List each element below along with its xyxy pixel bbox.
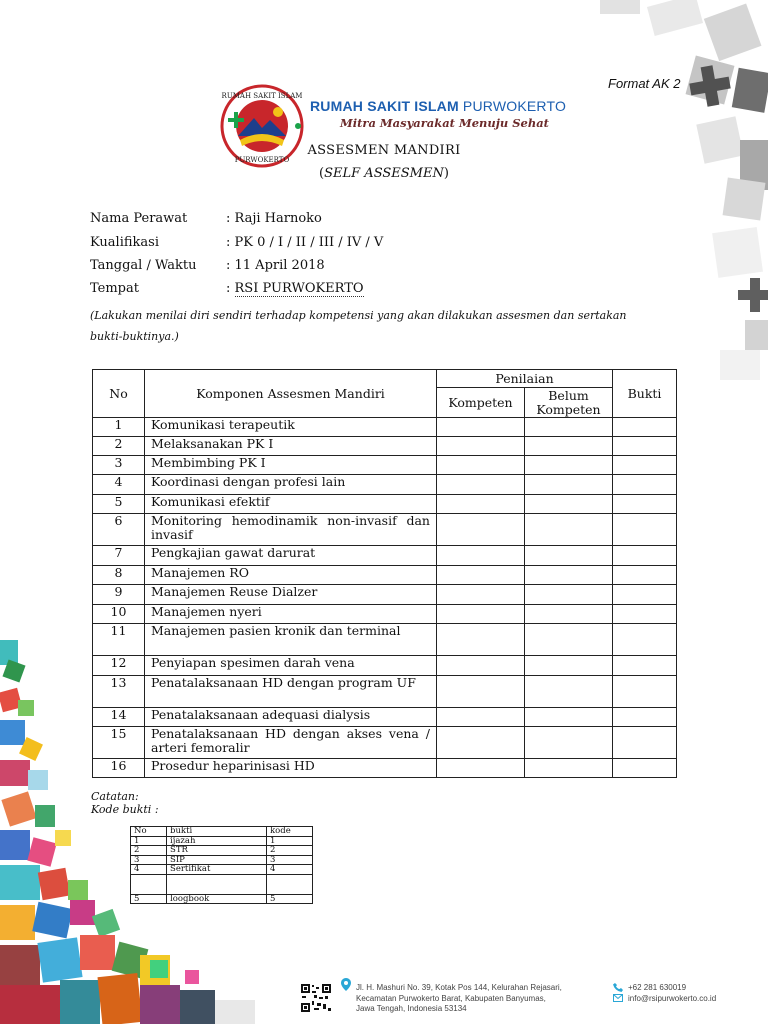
cell-kompeten[interactable]	[437, 456, 525, 475]
kode-row	[131, 836, 313, 846]
cell-bukti[interactable]	[613, 759, 677, 778]
info-kualifikasi	[90, 235, 383, 250]
info-nama-perawat	[90, 211, 322, 226]
svg-text:PURWOKERTO: PURWOKERTO	[234, 156, 290, 164]
cell-bukti[interactable]	[613, 566, 677, 585]
kode-cell: 1	[267, 836, 313, 846]
cell-bukti[interactable]	[613, 656, 677, 676]
header-bukti: Bukti	[613, 370, 677, 418]
table-row	[93, 708, 677, 727]
info-label: Kualifikasi	[90, 235, 159, 250]
kode-cell: 3	[131, 855, 167, 865]
cell-belum-kompeten[interactable]	[525, 514, 613, 546]
table-row	[93, 624, 677, 656]
row-component: Koordinasi dengan profesi lain	[145, 475, 437, 495]
row-component: Monitoring hemodinamik non-invasif dan invasif	[145, 514, 437, 546]
kode-cell: 5	[131, 894, 167, 904]
kode-cell: ijazah	[167, 836, 267, 846]
cell-kompeten[interactable]	[437, 656, 525, 676]
row-number: 9	[93, 585, 145, 605]
row-number: 2	[93, 437, 145, 456]
hospital-name	[310, 98, 566, 114]
row-number: 4	[93, 475, 145, 495]
info-value: : Raji Harnoko	[226, 211, 322, 226]
row-number: 11	[93, 624, 145, 656]
document-title: ASSESMEN MANDIRI	[307, 143, 461, 158]
row-component: Membimbing PK I	[145, 456, 437, 475]
row-component: Penatalaksanaan HD dengan akses vena / arteri femoralir	[145, 727, 437, 759]
cell-bukti[interactable]	[613, 585, 677, 605]
instruction-note: (Lakukan menilai diri sendiri terhadap kompetensi yang akan dilakukan assesmen dan sertakan bukti-buktinya.)	[90, 309, 627, 343]
row-number: 6	[93, 514, 145, 546]
header-penilaian: Penilaian	[437, 370, 613, 388]
info-label: Tempat	[90, 281, 139, 296]
table-row	[93, 418, 677, 437]
cell-belum-kompeten[interactable]	[525, 708, 613, 727]
kode-cell: 4	[267, 865, 313, 875]
notes-section	[91, 790, 159, 816]
cell-belum-kompeten[interactable]	[525, 585, 613, 605]
row-number: 14	[93, 708, 145, 727]
kode-row	[131, 894, 313, 904]
cell-kompeten[interactable]	[437, 566, 525, 585]
table-row	[93, 495, 677, 514]
kode-cell: 2	[131, 846, 167, 856]
cell-kompeten[interactable]	[437, 475, 525, 495]
kode-cell: 1	[131, 836, 167, 846]
cell-bukti[interactable]	[613, 437, 677, 456]
cell-bukti[interactable]	[613, 456, 677, 475]
table-row	[93, 475, 677, 495]
footer-contact	[628, 983, 716, 1004]
info-tempat: Tempat : RSI PURWOKERTO	[90, 281, 364, 296]
cell-kompeten[interactable]	[437, 708, 525, 727]
kode-cell: loogbook	[167, 894, 267, 904]
qr-code-icon	[300, 983, 332, 1013]
cell-belum-kompeten[interactable]	[525, 566, 613, 585]
kode-row	[131, 846, 313, 856]
cell-kompeten[interactable]	[437, 727, 525, 759]
document-subtitle: (SELF ASSESMEN)	[319, 166, 449, 181]
kode-row	[131, 874, 313, 894]
row-component: Manajemen RO	[145, 566, 437, 585]
location-pin-icon	[341, 978, 351, 991]
row-number: 12	[93, 656, 145, 676]
cell-belum-kompeten[interactable]	[525, 495, 613, 514]
cell-belum-kompeten[interactable]	[525, 676, 613, 708]
cell-kompeten[interactable]	[437, 418, 525, 437]
footer-email[interactable]: info@rsipurwokerto.co.id	[628, 993, 717, 1003]
row-component: Manajemen nyeri	[145, 605, 437, 624]
cell-belum-kompeten[interactable]	[525, 456, 613, 475]
cell-belum-kompeten[interactable]	[525, 418, 613, 437]
cell-belum-kompeten[interactable]	[525, 727, 613, 759]
header-no: No	[93, 370, 145, 418]
row-number: 13	[93, 676, 145, 708]
cell-kompeten[interactable]	[437, 759, 525, 778]
table-row	[93, 727, 677, 759]
info-label: Tanggal / Waktu	[90, 258, 197, 273]
cell-kompeten[interactable]	[437, 605, 525, 624]
kode-header-cell: bukti	[167, 827, 267, 837]
cell-kompeten[interactable]	[437, 495, 525, 514]
row-number: 7	[93, 546, 145, 566]
header-kompeten: Kompeten	[437, 388, 525, 418]
table-row	[93, 656, 677, 676]
hospital-name-light: PURWOKERTO	[458, 98, 567, 114]
cell-belum-kompeten[interactable]	[525, 624, 613, 656]
cell-belum-kompeten[interactable]	[525, 546, 613, 566]
info-tanggal-waktu	[90, 258, 325, 273]
table-row	[93, 456, 677, 475]
cell-kompeten[interactable]	[437, 585, 525, 605]
kode-cell: 3	[267, 855, 313, 865]
row-number: 8	[93, 566, 145, 585]
cell-kompeten[interactable]	[437, 514, 525, 546]
hospital-name-bold: RUMAH SAKIT ISLAM	[310, 98, 459, 114]
kode-cell	[131, 874, 167, 894]
footer-phone: +62 281 630019	[628, 983, 687, 992]
kode-row	[131, 855, 313, 865]
kode-cell	[167, 874, 267, 894]
row-number: 10	[93, 605, 145, 624]
cell-kompeten[interactable]	[437, 437, 525, 456]
phone-icon	[613, 983, 623, 992]
catatan-label: Catatan:	[91, 790, 139, 803]
cell-bukti[interactable]	[613, 727, 677, 759]
cell-belum-kompeten[interactable]	[525, 759, 613, 778]
table-row	[93, 676, 677, 708]
kode-header-cell: kode	[267, 827, 313, 837]
row-number: 3	[93, 456, 145, 475]
cell-bukti[interactable]	[613, 624, 677, 656]
info-value: : PK 0 / I / II / III / IV / V	[226, 235, 384, 250]
cell-bukti[interactable]	[613, 546, 677, 566]
cell-bukti[interactable]	[613, 676, 677, 708]
cell-kompeten[interactable]	[437, 676, 525, 708]
row-component: Penatalaksanaan adequasi dialysis	[145, 708, 437, 727]
kode-bukti-label: Kode bukti :	[91, 803, 159, 816]
kode-cell: 2	[267, 846, 313, 856]
kode-header-cell: No	[131, 827, 167, 837]
header-belum-kompeten: Belum Kompeten	[525, 388, 613, 418]
info-value: : 11 April 2018	[226, 258, 325, 273]
footer-address: Jl. H. Mashuri No. 39, Kotak Pos 144, Kelurahan Rejasari, Kecamatan Purwokerto Barat, Kabupaten Banyumas, Jawa Tengah, Indonesia 53134	[356, 983, 562, 1013]
kode-cell: STR	[167, 846, 267, 856]
email-icon	[613, 994, 623, 1002]
row-component: Penyiapan spesimen darah vena	[145, 656, 437, 676]
format-label: Format AK 2	[608, 76, 681, 91]
kode-cell: 5	[267, 894, 313, 904]
row-component: Melaksanakan PK I	[145, 437, 437, 456]
table-row	[93, 437, 677, 456]
kode-cell: SIP	[167, 855, 267, 865]
kode-cell	[267, 874, 313, 894]
info-value: RSI PURWOKERTO	[234, 281, 364, 296]
table-row	[93, 759, 677, 778]
row-component: Pengkajian gawat darurat	[145, 546, 437, 566]
row-number: 1	[93, 418, 145, 437]
row-component: Penatalaksanaan HD dengan program UF	[145, 676, 437, 708]
cell-belum-kompeten[interactable]	[525, 437, 613, 456]
row-number: 16	[93, 759, 145, 778]
cell-bukti[interactable]	[613, 495, 677, 514]
kode-header-row	[131, 827, 313, 837]
cell-belum-kompeten[interactable]	[525, 605, 613, 624]
cell-belum-kompeten[interactable]	[525, 475, 613, 495]
table-row	[93, 566, 677, 585]
row-number: 5	[93, 495, 145, 514]
kode-cell: 4	[131, 865, 167, 875]
row-number: 15	[93, 727, 145, 759]
row-component: Komunikasi efektif	[145, 495, 437, 514]
table-row	[93, 605, 677, 624]
row-component: Prosedur heparinisasi HD	[145, 759, 437, 778]
cell-kompeten[interactable]	[437, 546, 525, 566]
cell-bukti[interactable]	[613, 418, 677, 437]
table-row	[93, 546, 677, 566]
cell-bukti[interactable]	[613, 514, 677, 546]
evidence-code-table	[130, 826, 313, 904]
cell-belum-kompeten[interactable]	[525, 656, 613, 676]
kode-row	[131, 865, 313, 875]
cell-bukti[interactable]	[613, 605, 677, 624]
cell-bukti[interactable]	[613, 708, 677, 727]
svg-text:RUMAH SAKIT ISLAM: RUMAH SAKIT ISLAM	[221, 92, 303, 100]
cell-bukti[interactable]	[613, 475, 677, 495]
info-label: Nama Perawat	[90, 211, 188, 226]
table-row	[93, 585, 677, 605]
cell-kompeten[interactable]	[437, 624, 525, 656]
hospital-tagline: Mitra Masyarakat Menuju Sehat	[340, 116, 549, 130]
row-component: Komunikasi terapeutik	[145, 418, 437, 437]
header-komponen: Komponen Assesmen Mandiri	[145, 370, 437, 418]
row-component: Manajemen pasien kronik dan terminal	[145, 624, 437, 656]
assessment-table	[92, 369, 677, 778]
row-component: Manajemen Reuse Dialzer	[145, 585, 437, 605]
kode-cell: Sertifikat	[167, 865, 267, 875]
table-row	[93, 514, 677, 546]
